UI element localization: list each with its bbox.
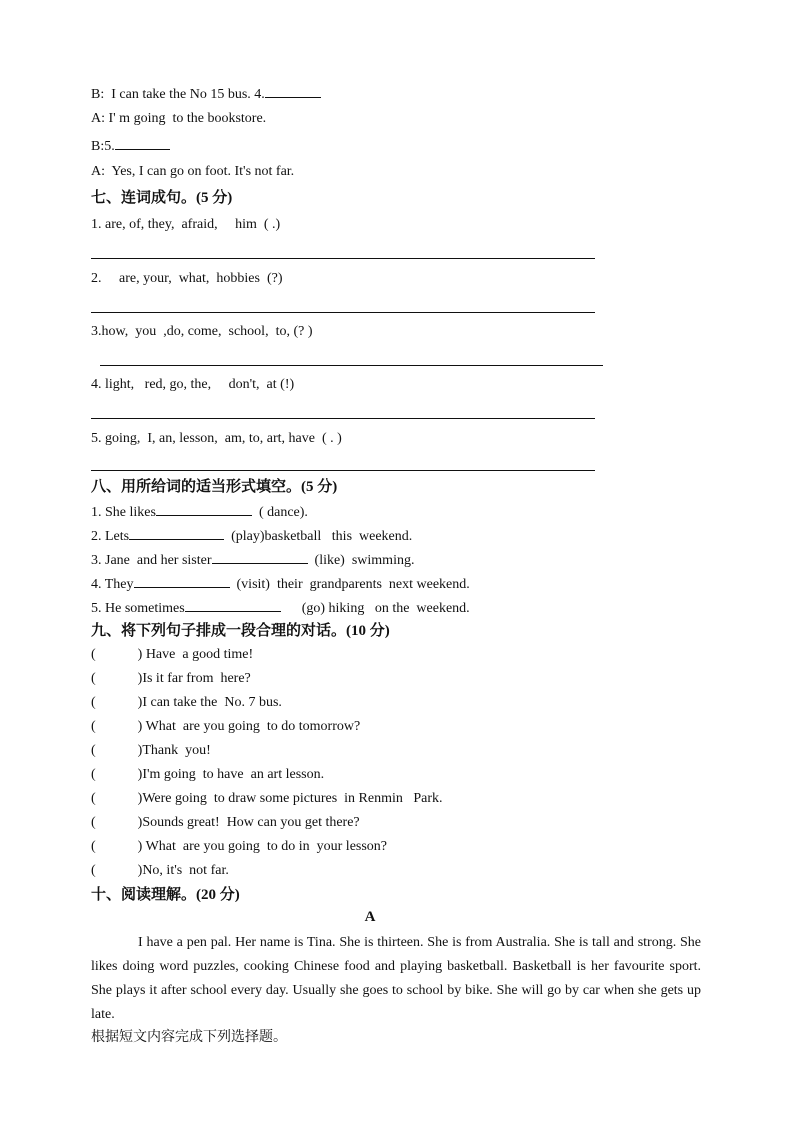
scramble-item: 4. light, red, go, the, don't, at (!) [91,377,295,392]
fill-item: 4. They (visit) their grandparents next weekend. [91,574,470,594]
order-item[interactable]: ( )I'm going to have an art lesson. [91,767,325,782]
answer-blank[interactable] [265,84,321,98]
answer-line[interactable] [91,258,595,259]
order-item[interactable]: ( )I can take the No. 7 bus. [91,695,282,710]
answer-blank[interactable] [156,502,252,516]
section10-heading: 十、阅读理解。(20 分) [91,887,240,903]
passage-title: A [364,909,376,925]
answer-line[interactable] [100,365,603,366]
fill-item: 3. Jane and her sister (like) swimming. [91,550,414,570]
order-item[interactable]: ( ) Have a good time! [91,647,254,662]
answer-blank[interactable] [134,574,230,588]
answer-blank[interactable] [212,550,308,564]
order-item[interactable]: ( )Is it far from here? [91,671,251,686]
order-item[interactable]: ( )Sounds great! How can you get there? [91,815,360,830]
scramble-item: 3.how, you ,do, come, school, to, (? ) [91,324,313,339]
reading-passage: I have a pen pal. Her name is Tina. She is thirteen. She is from Australia. She is tall and strong. She likes doing word puzzles, cooking Chinese food and playing basketball. Basketball is her favourite sport. She plays it after school every day. Usually she goes to school by bike. She will go by car when she gets up late. [91,935,701,1022]
scramble-item: 5. going, I, an, lesson, am, to, art, have ( . ) [91,431,342,446]
dialogue-line: B: I can take the No 15 bus. 4. [91,84,321,104]
dialogue-line: A: Yes, I can go on foot. It's not far. [91,164,295,179]
dialogue-line: B:5. [91,136,170,156]
answer-line[interactable] [91,470,595,471]
section7-heading: 七、连词成句。(5 分) [91,190,233,206]
section9-heading: 九、将下列句子排成一段合理的对话。(10 分) [91,623,390,639]
order-item[interactable]: ( )No, it's not far. [91,863,229,878]
scramble-item: 1. are, of, they, afraid, him ( .) [91,217,281,232]
answer-blank[interactable] [185,598,281,612]
order-item[interactable]: ( )Were going to draw some pictures in Renmin Park. [91,791,443,806]
reading-instruction: 根据短文内容完成下列选择题。 [91,1030,287,1045]
answer-line[interactable] [91,312,595,313]
order-item[interactable]: ( )Thank you! [91,743,211,758]
scramble-item: 2. are, your, what, hobbies (?) [91,271,283,286]
section8-heading: 八、用所给词的适当形式填空。(5 分) [91,479,338,495]
dialogue-line: A: I' m going to the bookstore. [91,111,267,126]
order-item[interactable]: ( ) What are you going to do in your lesson? [91,839,388,854]
fill-item: 1. She likes ( dance). [91,502,308,522]
fill-item: 2. Lets (play)basketball this weekend. [91,526,412,546]
answer-blank[interactable] [115,136,170,150]
order-item[interactable]: ( ) What are you going to do tomorrow? [91,719,361,734]
answer-line[interactable] [91,418,595,419]
fill-item: 5. He sometimes (go) hiking on the weekend. [91,598,470,618]
answer-blank[interactable] [129,526,224,540]
